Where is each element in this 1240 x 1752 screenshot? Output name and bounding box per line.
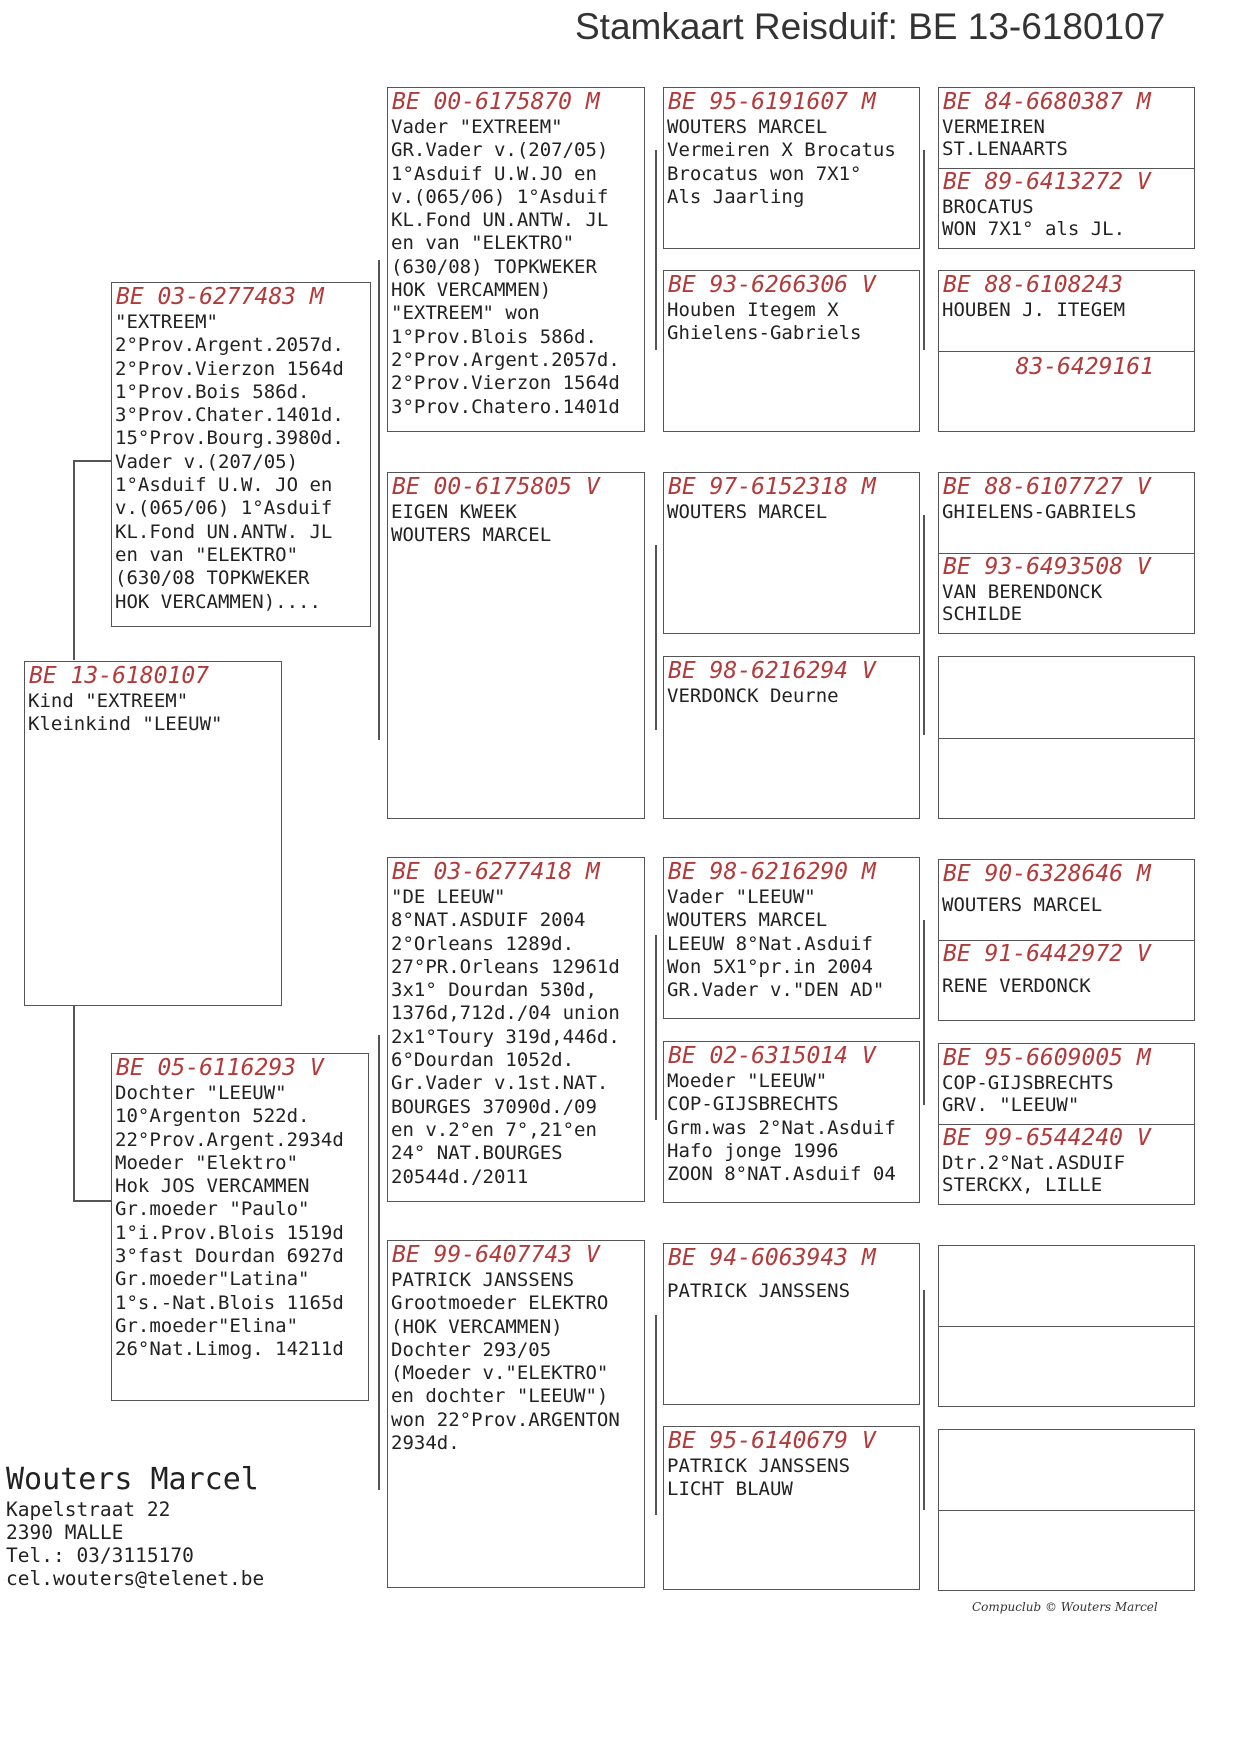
connector	[923, 150, 925, 350]
ring-number: BE 93-6493508 V	[943, 554, 1151, 580]
pedigree-gen4-group-3	[938, 472, 1195, 634]
pigeon-notes: "EXTREEM" 2°Prov.Argent.2057d. 2°Prov.Vierzon 1564d 1°Prov.Bois 586d. 3°Prov.Chater.1401d. 15°Prov.Bourg.3980d. Vader v.(207/05) 1°Asduif U.W. JO en v.(065/06) 1°Asduif KL.Fond UN.ANTW. JL en van "ELEKTRO" (630/08 TOPKWEKER HOK VERCAMMEN)....	[115, 311, 344, 613]
owner-name: Wouters Marcel	[6, 1462, 259, 1497]
pigeon-notes: VERMEIREN ST.LENAARTS	[942, 116, 1068, 160]
pedigree-gen4-group-4	[938, 656, 1195, 819]
ring-number: BE 93-6266306 V	[668, 272, 876, 298]
pedigree-gen3-1	[663, 87, 920, 249]
ring-number: 83-6429161	[1015, 354, 1154, 380]
pigeon-notes: COP-GIJSBRECHTS GRV. "LEEUW"	[942, 1072, 1114, 1116]
pedigree-gen3-8	[663, 1426, 920, 1590]
pigeon-notes: HOUBEN J. ITEGEM	[942, 299, 1126, 321]
gen4-cell	[939, 1044, 1194, 1125]
owner-address	[6, 1462, 264, 1590]
pigeon-notes: BROCATUS WON 7X1° als JL.	[942, 196, 1126, 240]
pigeon-notes: PATRICK JANSSENS LICHT BLAUW	[667, 1455, 851, 1501]
gen4-cell	[939, 271, 1194, 352]
connector	[378, 1035, 380, 1490]
connector	[923, 1290, 925, 1510]
ring-number: BE 00-6175805 V	[392, 474, 600, 500]
connector	[923, 515, 925, 735]
gen4-cell	[939, 860, 1194, 941]
ring-number: BE 99-6544240 V	[943, 1125, 1151, 1151]
pigeon-notes: Kind "EXTREEM" Kleinkind "LEEUW"	[28, 690, 223, 736]
connector	[73, 460, 111, 462]
pigeon-notes: Moeder "LEEUW" COP-GIJSBRECHTS Grm.was 2°Nat.Asduif Hafo jonge 1996 ZOON 8°NAT.Asduif 04	[667, 1070, 896, 1186]
pigeon-notes: WOUTERS MARCEL	[667, 501, 828, 523]
ring-number: BE 88-6108243	[943, 272, 1124, 298]
ring-number: BE 98-6216290 M	[668, 859, 876, 885]
pedigree-grandfather-maternal	[387, 857, 645, 1202]
owner-phone: Tel.: 03/3115170	[6, 1544, 194, 1567]
ring-number: BE 90-6328646 M	[943, 861, 1151, 887]
ring-number: BE 00-6175870 M	[392, 89, 600, 115]
gen4-cell	[939, 88, 1194, 169]
pedigree-gen4-group-5	[938, 859, 1195, 1021]
connector	[378, 260, 380, 740]
pigeon-notes: Dtr.2°Nat.ASDUIF STERCKX, LILLE	[942, 1152, 1126, 1196]
pigeon-notes: "DE LEEUW" 8°NAT.ASDUIF 2004 2°Orleans 1289d. 27°PR.Orleans 12961d 3x1° Dourdan 530d, 1376d,712d./04 union 2x1°Toury 319d,446d. 6°Dourdan 1052d. Gr.Vader v.1st.NAT. BOURGES 37090d./09 en v.2°en 7°,21°en 24° NAT.BOURGES 20544d./2011	[391, 886, 620, 1188]
pigeon-notes: PATRICK JANSSENS Grootmoeder ELEKTRO (HOK VERCAMMEN) Dochter 293/05 (Moeder v."ELEKTRO" en dochter "LEEUW") won 22°Prov.ARGENTON 2934d.	[391, 1269, 620, 1455]
ring-number: BE 84-6680387 M	[943, 89, 1151, 115]
gen4-cell	[939, 1124, 1194, 1204]
ring-number: BE 91-6442972 V	[943, 941, 1151, 967]
owner-street: Kapelstraat 22	[6, 1498, 171, 1521]
connector	[655, 1315, 657, 1515]
connector	[73, 1005, 75, 1200]
footer-credit: Compuclub © Wouters Marcel	[972, 1600, 1158, 1614]
pedigree-gen4-group-6	[938, 1043, 1195, 1205]
ring-number: BE 13-6180107	[29, 663, 210, 689]
gen4-cell	[939, 473, 1194, 554]
pedigree-gen4-group-8	[938, 1429, 1195, 1591]
gen4-cell	[939, 351, 1194, 431]
ring-number: BE 95-6609005 M	[943, 1045, 1151, 1071]
connector	[73, 1200, 111, 1202]
pigeon-notes: WOUTERS MARCEL	[942, 894, 1103, 916]
pigeon-notes: VERDONCK Deurne	[667, 685, 839, 707]
pigeon-notes: VAN BERENDONCK SCHILDE	[942, 581, 1103, 625]
pedigree-grandmother-paternal	[387, 472, 645, 819]
ring-number: BE 98-6216294 V	[668, 658, 876, 684]
ring-number: BE 95-6191607 M	[668, 89, 876, 115]
pedigree-gen3-3	[663, 472, 920, 634]
ring-number: BE 03-6277483 M	[116, 284, 324, 310]
pigeon-notes: Vader "LEEUW" WOUTERS MARCEL LEEUW 8°Nat.Asduif Won 5X1°pr.in 2004 GR.Vader v."DEN AD"	[667, 886, 885, 1002]
ring-number: BE 05-6116293 V	[116, 1055, 324, 1081]
pedigree-gen3-6	[663, 1041, 920, 1203]
ring-number: BE 95-6140679 V	[668, 1428, 876, 1454]
pigeon-notes: GHIELENS-GABRIELS	[942, 501, 1137, 523]
pedigree-mother	[111, 1053, 369, 1401]
pedigree-gen3-4	[663, 656, 920, 819]
connector	[923, 920, 925, 1105]
pigeon-notes: PATRICK JANSSENS	[667, 1280, 851, 1302]
pedigree-gen3-7	[663, 1243, 920, 1405]
ring-number: BE 02-6315014 V	[668, 1043, 876, 1069]
connector	[73, 460, 75, 660]
ring-number: BE 88-6107727 V	[943, 474, 1151, 500]
connector	[655, 150, 657, 350]
pedigree-gen4-group-7	[938, 1245, 1195, 1407]
pigeon-notes: EIGEN KWEEK WOUTERS MARCEL	[391, 501, 552, 547]
pigeon-notes: WOUTERS MARCEL Vermeiren X Brocatus Brocatus won 7X1° Als Jaarling	[667, 116, 896, 208]
pigeon-notes: RENE VERDONCK	[942, 975, 1091, 997]
owner-email: cel.wouters@telenet.be	[6, 1567, 265, 1590]
connector	[655, 935, 657, 1120]
gen4-cell	[939, 940, 1194, 1020]
pedigree-subject	[24, 661, 282, 1006]
ring-number: BE 03-6277418 M	[392, 859, 600, 885]
pedigree-grandfather-paternal	[387, 87, 645, 432]
pedigree-gen3-2	[663, 270, 920, 432]
owner-city: 2390 MALLE	[6, 1521, 124, 1544]
ring-number: BE 94-6063943 M	[668, 1245, 876, 1271]
pedigree-gen3-5	[663, 857, 920, 1019]
pigeon-notes: Dochter "LEEUW" 10°Argenton 522d. 22°Prov.Argent.2934d Moeder "Elektro" Hok JOS VERCAMMEN Gr.moeder "Paulo" 1°i.Prov.Blois 1519d 3°fast Dourdan 6927d Gr.moeder"Latina" 1°s.-Nat.Blois 1165d Gr.moeder"Elina" 26°Nat.Limog. 14211d	[115, 1082, 344, 1361]
gen4-cell	[939, 168, 1194, 248]
ring-number: BE 89-6413272 V	[943, 169, 1151, 195]
connector	[655, 545, 657, 730]
ring-number: BE 99-6407743 V	[392, 1242, 600, 1268]
page-title: Stamkaart Reisduif: BE 13-6180107	[575, 6, 1166, 47]
pigeon-notes: Houben Itegem X Ghielens-Gabriels	[667, 299, 862, 345]
pedigree-father	[111, 282, 371, 627]
pedigree-grandmother-maternal	[387, 1240, 645, 1588]
pedigree-gen4-group-2	[938, 270, 1195, 432]
pedigree-gen4-group-1	[938, 87, 1195, 249]
pigeon-notes: Vader "EXTREEM" GR.Vader v.(207/05) 1°Asduif U.W.JO en v.(065/06) 1°Asduif KL.Fond UN.ANTW. JL en van "ELEKTRO" (630/08) TOPKWEKER HOK VERCAMMEN) "EXTREEM" won 1°Prov.Blois 586d. 2°Prov.Argent.2057d. 2°Prov.Vierzon 1564d 3°Prov.Chatero.1401d	[391, 116, 620, 418]
gen4-cell	[939, 553, 1194, 633]
ring-number: BE 97-6152318 M	[668, 474, 876, 500]
